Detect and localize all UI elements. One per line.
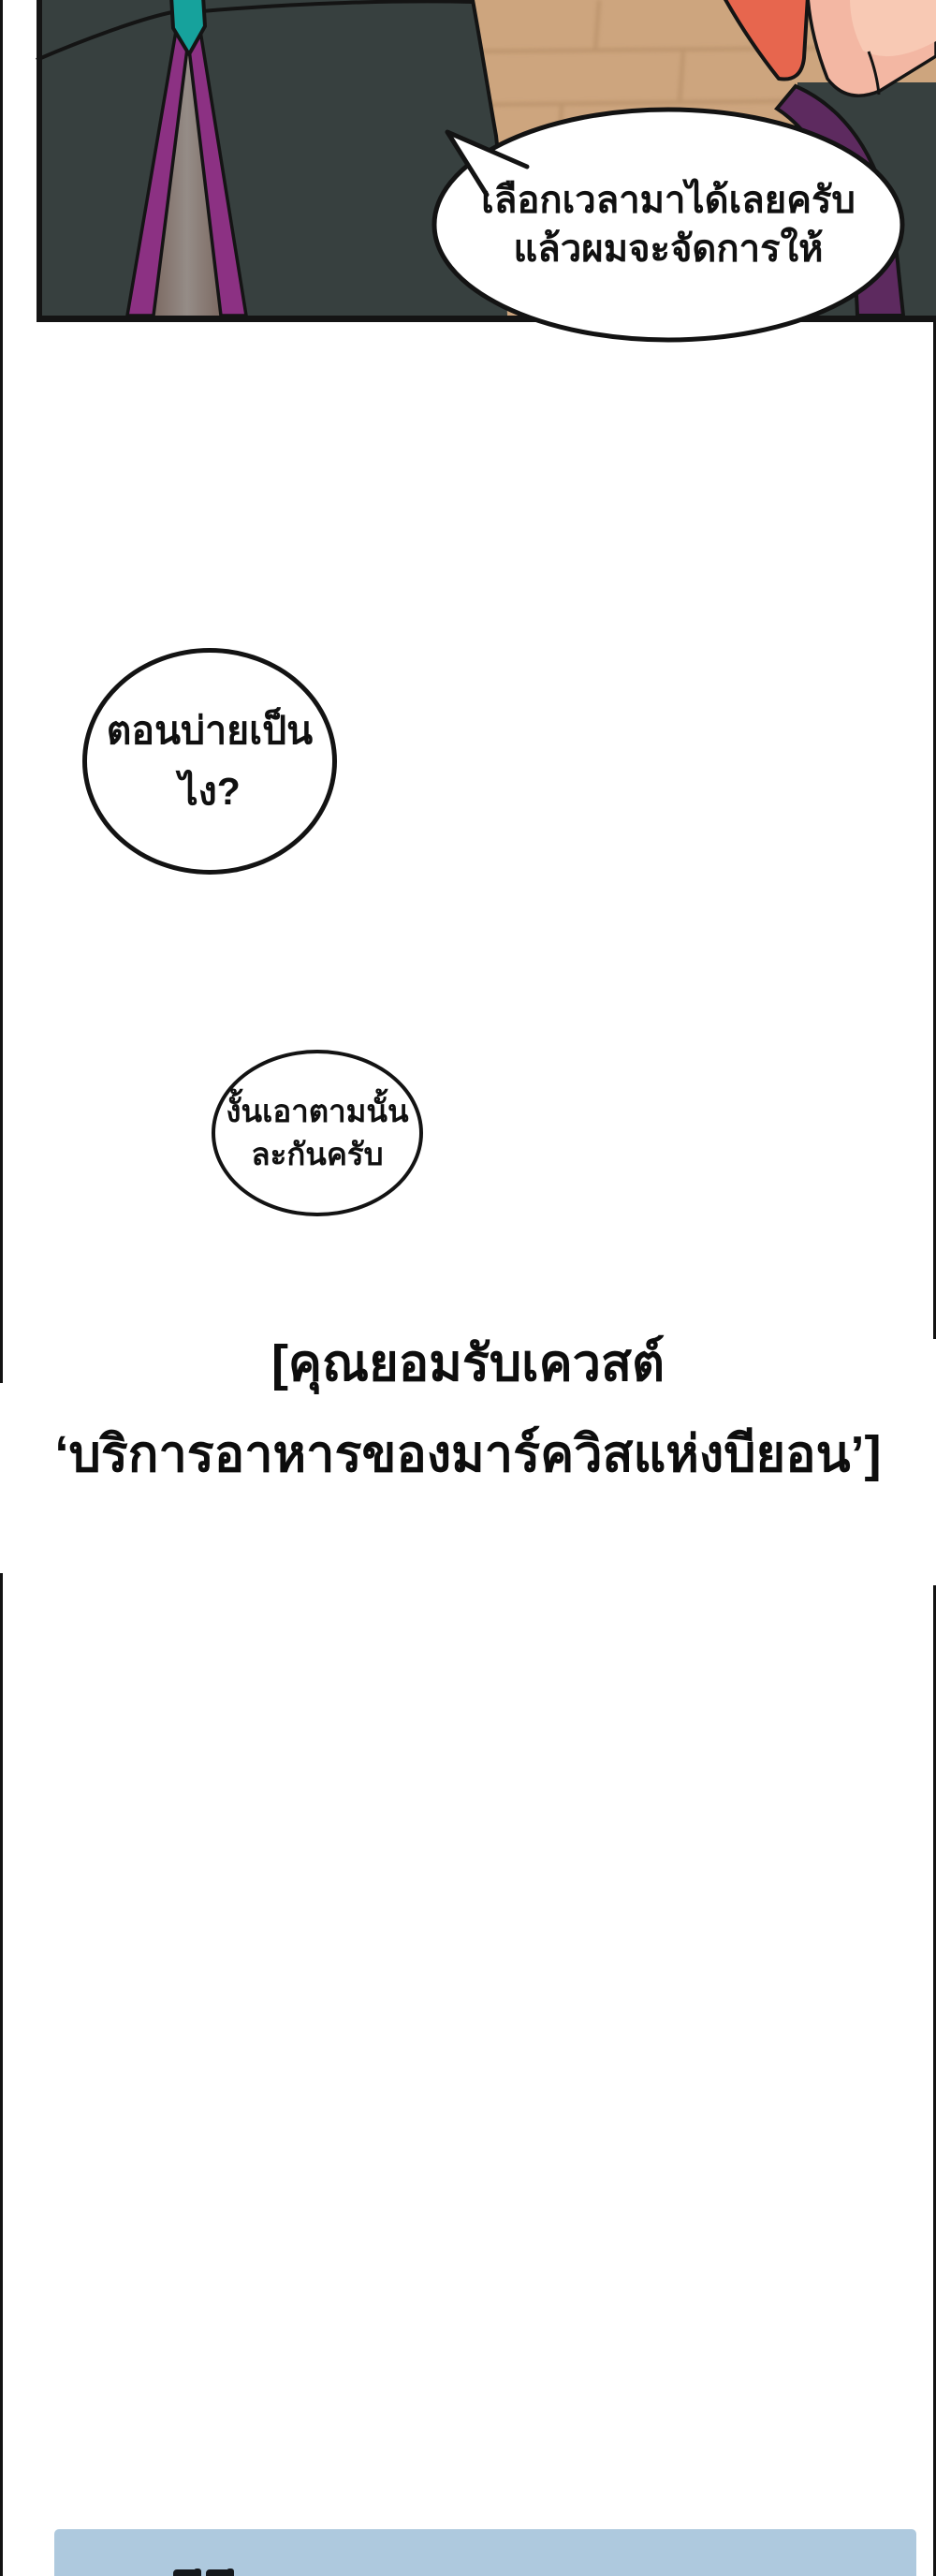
system-quest-message	[0, 1318, 936, 1500]
system-panel-bottom	[54, 2529, 916, 2576]
speech-bubble-1-line2: แล้วผมจะจัดการให้	[513, 228, 824, 270]
speech-bubble-1-text	[458, 176, 879, 273]
speech-bubble-3-lines	[226, 1090, 408, 1176]
speech-bubble-3-line1: งั้นเอาตามนั้น	[226, 1094, 409, 1128]
system-quest-message-line1: [คุณยอมรับเควสต์	[271, 1335, 665, 1391]
panel-border-left	[37, 0, 42, 322]
clipped-glyph-top-2	[206, 2569, 234, 2576]
speech-bubble-2	[82, 648, 337, 875]
speech-bubble-3	[212, 1050, 423, 1216]
speech-bubble-1-line1: เลือกเวลามาได้เลยครับ	[481, 180, 856, 221]
speech-bubble-2-text: ตอนบ่ายเป็นไง?	[106, 709, 314, 813]
clipped-glyph-top-1	[173, 2569, 201, 2576]
suit-body	[41, 0, 507, 316]
system-quest-message-line2: ‘บริการอาหารของมาร์ควิสแห่งบียอน’]	[54, 1426, 882, 1482]
speech-bubble-3-line2: ละกันครับ	[251, 1137, 384, 1171]
strip-border-left-lower	[0, 1573, 3, 2576]
